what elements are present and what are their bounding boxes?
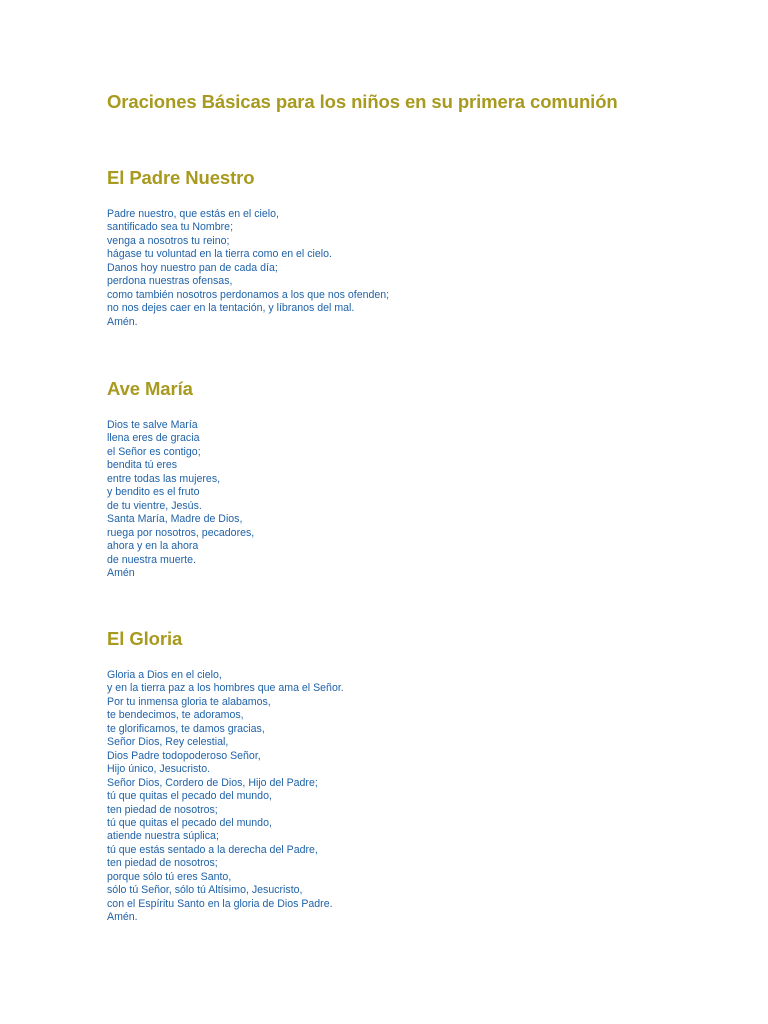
prayer-line: Danos hoy nuestro pan de cada día; — [107, 261, 278, 274]
prayer-line: Dios te salve María — [107, 419, 198, 431]
prayer-line: sólo tú Señor, sólo tú Altísimo, Jesucristo, — [107, 884, 303, 897]
section-title-ave-maria: Ave María — [107, 378, 193, 399]
prayer-line: hágase tu voluntad en la tierra como en el cielo. — [107, 248, 332, 261]
prayer-line: ten piedad de nosotros; — [107, 857, 218, 870]
prayer-line: no nos dejes caer en la tentación, y líbranos del mal. — [107, 302, 355, 315]
prayer-line: santificado sea tu Nombre; — [107, 221, 234, 234]
prayer-line: te bendecimos, te adoramos, — [107, 709, 244, 722]
prayer-text-ave-maria — [107, 419, 254, 580]
document-title: Oraciones Básicas para los niños en su primera comunión — [107, 91, 618, 112]
prayer-line: entre todas las mujeres, — [107, 472, 221, 485]
section-title-padre-nuestro: El Padre Nuestro — [107, 167, 255, 188]
prayer-line: ahora y en la ahora — [107, 540, 199, 553]
prayer-line: Dios Padre todopoderoso Señor, — [107, 749, 261, 762]
prayer-line: llena eres de gracia — [107, 432, 200, 445]
prayer-line: tú que estás sentado a la derecha del Padre, — [107, 843, 318, 856]
prayer-line: venga a nosotros tu reino; — [107, 234, 230, 247]
prayer-line: Por tu inmensa gloria te alabamos, — [107, 695, 271, 708]
prayer-line: y en la tierra paz a los hombres que ama el Señor. — [107, 682, 344, 695]
prayer-line: ten piedad de nosotros; — [107, 803, 218, 816]
prayer-line: el Señor es contigo; — [107, 445, 201, 458]
prayer-line: tú que quitas el pecado del mundo, — [107, 816, 272, 829]
prayer-line: de tu vientre, Jesús. — [107, 499, 202, 512]
prayer-line: Gloria a Dios en el cielo, — [107, 669, 222, 681]
prayer-line: Amén. — [107, 911, 138, 924]
prayer-line: ruega por nosotros, pecadores, — [107, 526, 255, 539]
prayer-line: como también nosotros perdonamos a los que nos ofenden; — [107, 288, 390, 301]
prayer-line: Padre nuestro, que estás en el cielo, — [107, 208, 279, 220]
prayer-line: y bendito es el fruto — [107, 486, 200, 499]
prayer-text-el-gloria — [107, 669, 344, 925]
prayer-line: te glorificamos, te damos gracias, — [107, 722, 265, 735]
prayer-line: Señor Dios, Rey celestial, — [107, 736, 229, 749]
prayer-line: perdona nuestras ofensas, — [107, 275, 233, 288]
prayer-line: porque sólo tú eres Santo, — [107, 870, 232, 883]
prayer-line: Señor Dios, Cordero de Dios, Hijo del Padre; — [107, 776, 318, 789]
prayer-line: con el Espíritu Santo en la gloria de Dios Padre. — [107, 897, 333, 910]
prayer-line: Hijo único, Jesucristo. — [107, 763, 211, 776]
section-title-el-gloria: El Gloria — [107, 628, 183, 649]
prayer-line: atiende nuestra súplica; — [107, 830, 219, 843]
prayer-line: Santa María, Madre de Dios, — [107, 513, 243, 526]
prayer-line: de nuestra muerte. — [107, 553, 196, 566]
prayer-text-padre-nuestro — [107, 208, 389, 329]
prayer-line: Amén. — [107, 315, 138, 328]
prayer-line: Amén — [107, 566, 135, 579]
prayer-line: tú que quitas el pecado del mundo, — [107, 790, 272, 803]
prayer-line: bendita tú eres — [107, 459, 178, 472]
